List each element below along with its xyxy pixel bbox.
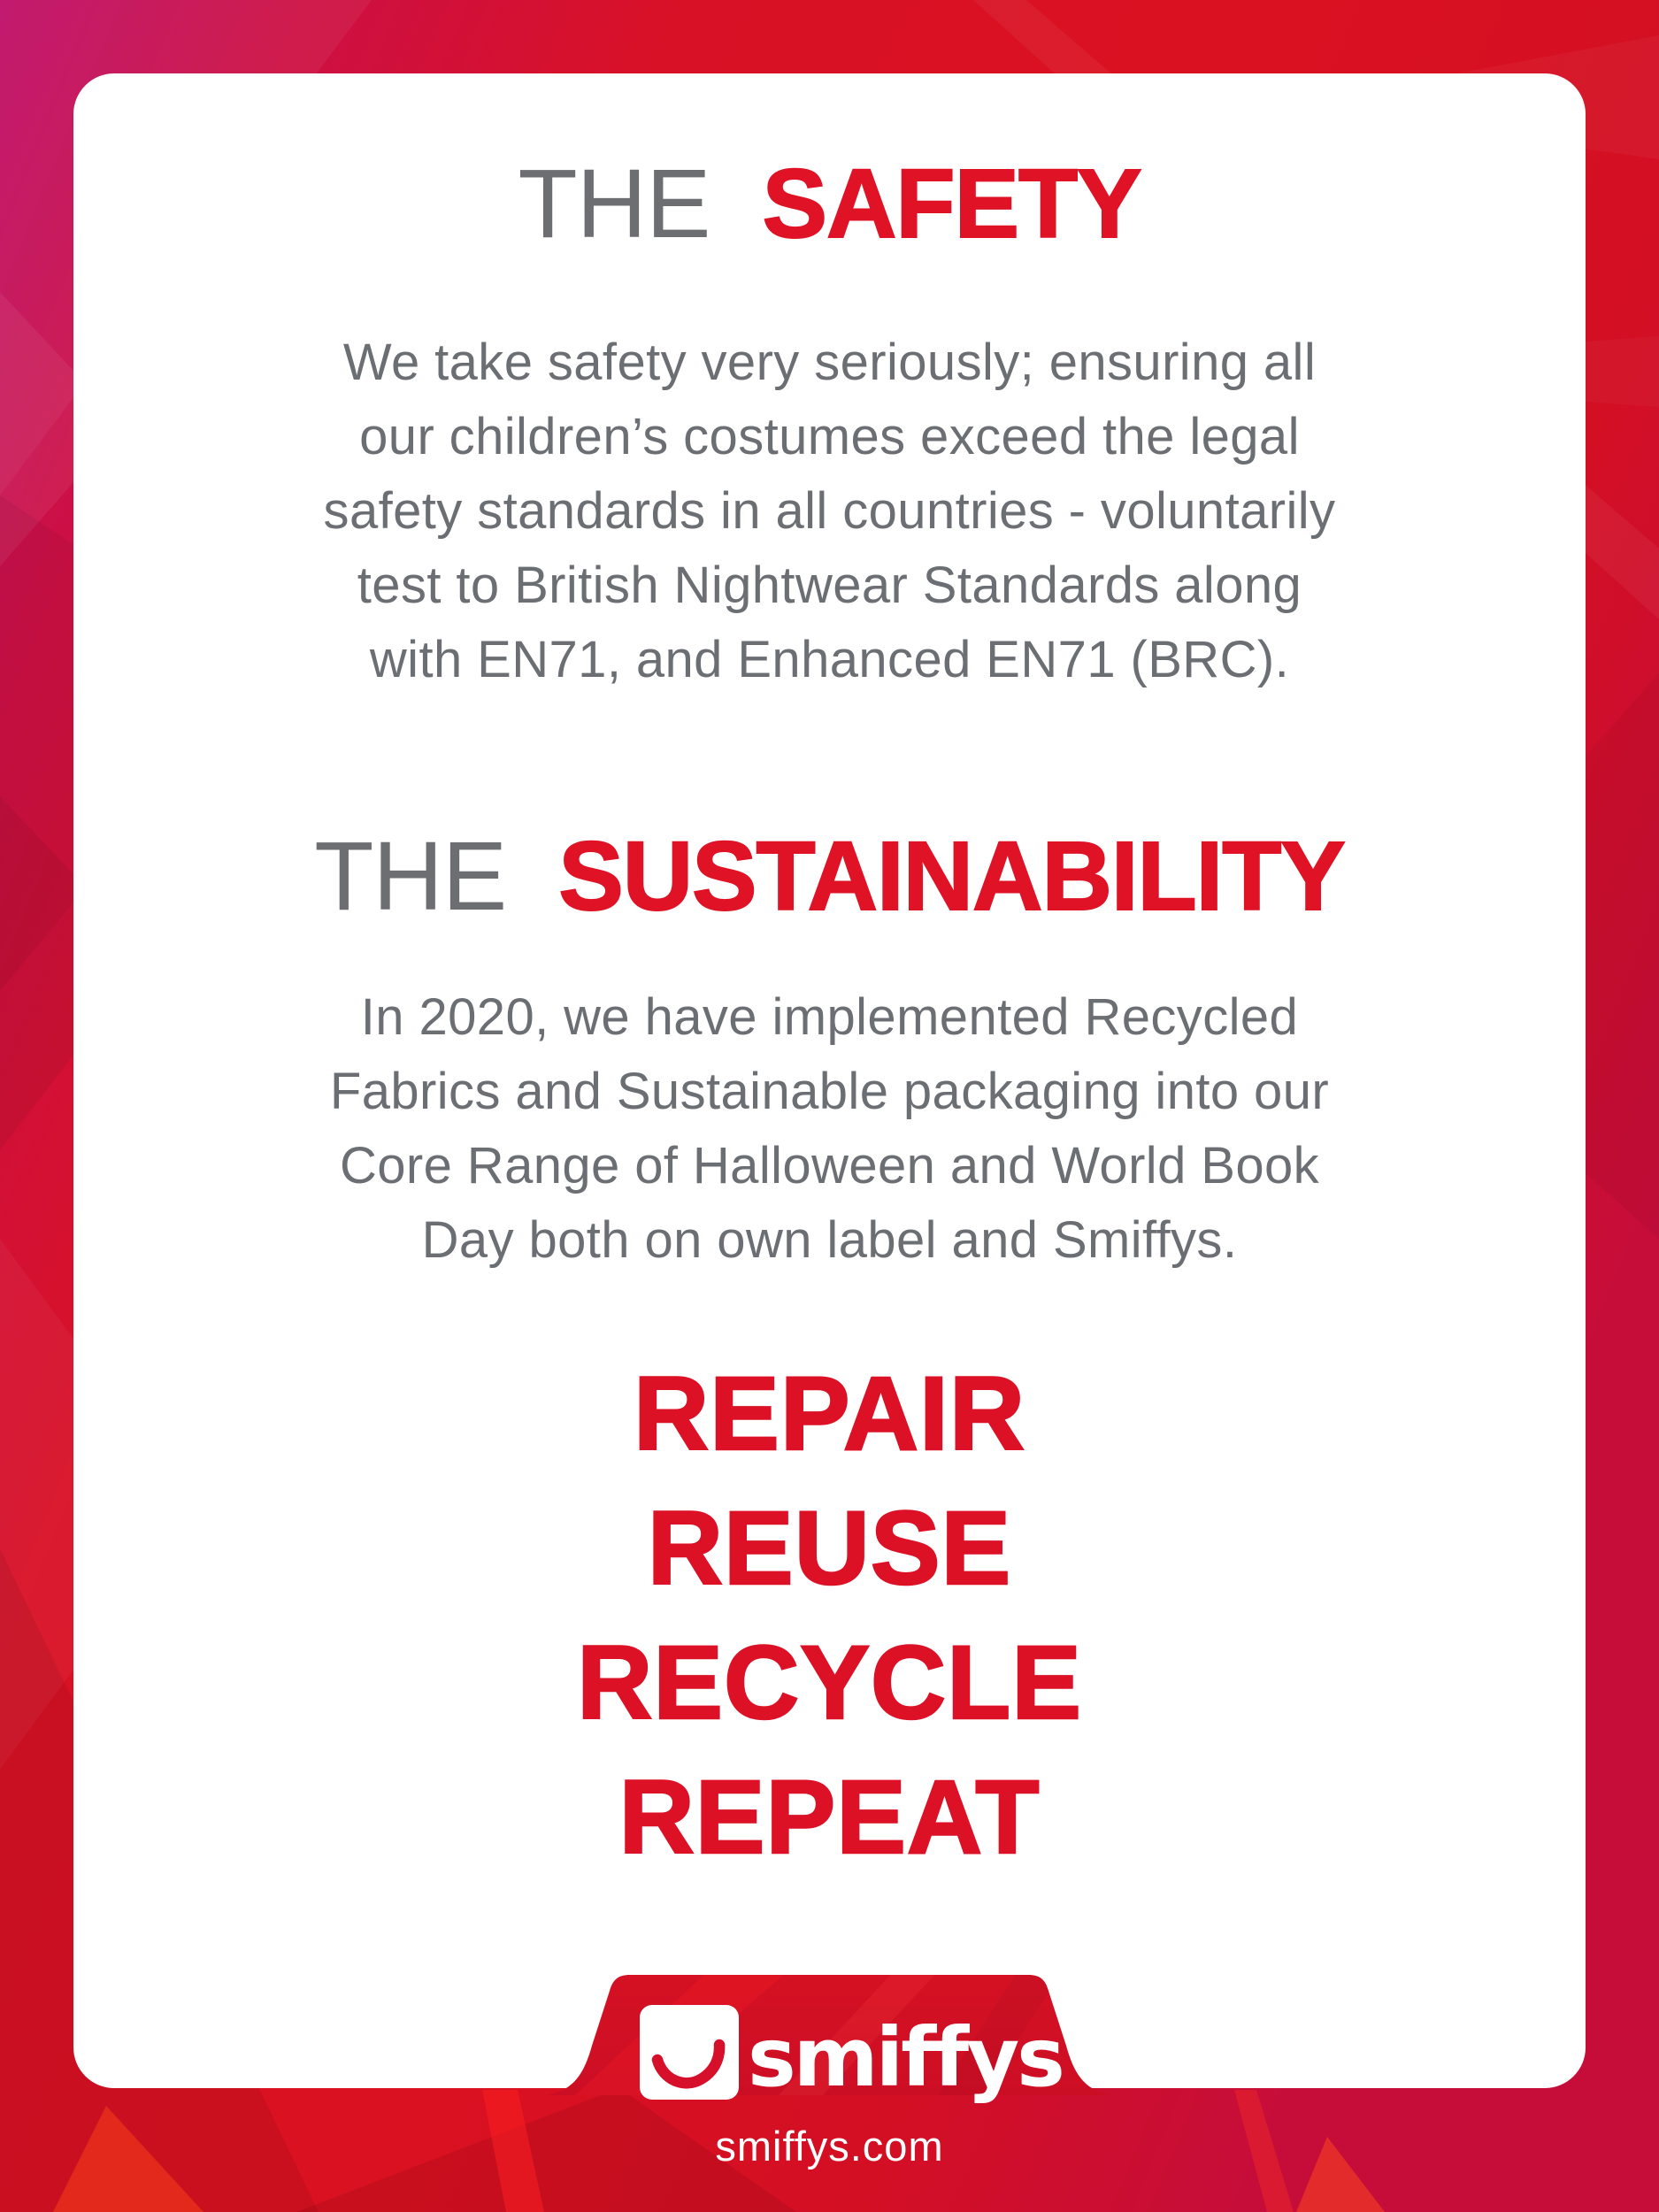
paragraph-line: test to British Nightwear Standards along	[357, 557, 1302, 614]
safety-title-prefix: THE	[518, 150, 710, 258]
paragraph-line: In 2020, we have implemented Recycled	[360, 988, 1299, 1046]
paragraph-line: safety standards in all countries - voluntarily	[323, 482, 1336, 540]
safety-paragraph	[0, 326, 1659, 697]
slogan-block	[0, 1347, 1659, 1885]
smile-icon	[640, 2005, 739, 2100]
paragraph-line: Core Range of Halloween and World Book	[339, 1137, 1320, 1194]
trademark-symbol: TM	[1067, 2019, 1105, 2045]
slogan-line-recycle: RECYCLE	[577, 1624, 1082, 1741]
paragraph-line: with EN71, and Enhanced EN71 (BRC).	[369, 631, 1290, 688]
slogan-line-repeat: REPEAT	[618, 1759, 1041, 1876]
sustainability-title-word: SUSTAINABILITY	[558, 822, 1345, 931]
sustainability-paragraph	[0, 980, 1659, 1278]
site-url: smiffys.com	[715, 2123, 944, 2170]
paragraph-line: Fabrics and Sustainable packaging into our	[329, 1063, 1330, 1120]
safety-title-word: SAFETY	[762, 150, 1141, 258]
paragraph-line: Day both on own label and Smiffys.	[421, 1211, 1238, 1269]
sustainability-title	[0, 812, 1659, 941]
paragraph-line: our children’s costumes exceed the legal	[359, 408, 1300, 465]
paragraph-line: We take safety very seriously; ensuring all	[342, 334, 1317, 391]
brand-wordmark	[748, 2010, 1105, 2105]
sustainability-title-prefix: THE	[314, 822, 507, 931]
slogan-line-reuse: REUSE	[647, 1490, 1012, 1607]
slogan-line-repair: REPAIR	[633, 1356, 1026, 1472]
safety-title	[0, 140, 1659, 268]
brand-name: smiffys	[748, 2010, 1063, 2105]
